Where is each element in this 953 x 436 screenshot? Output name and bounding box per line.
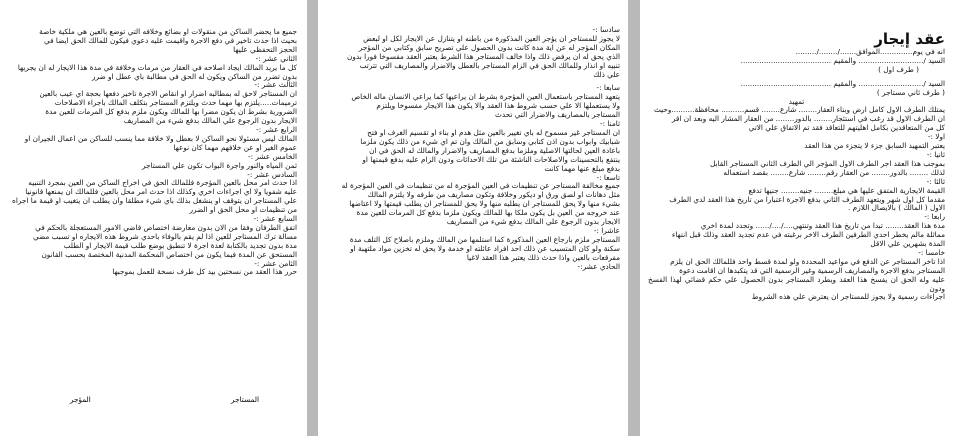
text-line: الاول ( المالك ) بالايصال اللازم . bbox=[848, 203, 945, 213]
clause-heading: الثامن عشر :- bbox=[254, 258, 297, 268]
text-line: اذا تاخر المستاجر عن الدفع في مواعيد المحددة ولو لمدة قسط واحد فللمالك الحق ان يلزم bbox=[670, 256, 945, 266]
text-line: ينتفع بالتحسينات والاصلاحات الناشئة من تلك الاحداثات ودون الزام عليه بدفع قيمتها او bbox=[362, 154, 620, 164]
text-line: حرر هذا العقد من نسختين بيد كل طرف نسخة للعمل بموجبها bbox=[112, 267, 297, 277]
text-line: مفرقعات بالعين واذا حدث ذلك يعتبر هذا العقد لاغيا bbox=[466, 252, 620, 262]
text-line: ترميمات.....يلتزم بها مهما حدث ويلتزم المستاجر بتكلف المالك باجراء الاصلاحات bbox=[54, 98, 297, 108]
text-line: مدة هذا العقد........ تبدا من تاريخ هذا العقد وتنتهي..../..../...... وتجدد لمدة اخري bbox=[700, 221, 945, 231]
contract-page-2 bbox=[318, 0, 628, 436]
clause-heading: الرابع عشر :- bbox=[256, 124, 297, 134]
text-line: تنبيه او انذار وللمالك الحق في الزام المستاجر بالعطل والاضرار والمصاريف التي تترتب bbox=[359, 60, 620, 70]
text-line: كل من المتعاقدين بكامل اهليتهم للتعاقد فقد تم الاتفاق علي الاتي bbox=[748, 123, 945, 133]
text-line: سكنة ولو كان المتسبب عن ذلك احد افراد عائلته او خدمة ولا يحق له تخزين مواد ملتهبة او bbox=[350, 243, 620, 253]
text-line: جميع ما يحضر الساكن من منقولات او بضائع وخلافه التي توضع بالعين هي ملكية خاصة bbox=[39, 27, 297, 36]
clause-heading: اولا :- bbox=[927, 132, 945, 142]
text-line: الذي يحق له ان يرفض ذلك واذا خالف المستاجر هذا الشرط يعتبر العقد مفسوخا فورا بدون bbox=[347, 51, 620, 61]
text-line: اجراءات رسمية ولا يجوز للمستاجر ان يعترض علي هذه الشروط bbox=[751, 292, 945, 302]
text-line: انه في يوم..............الموافق......./......../......... bbox=[795, 47, 945, 56]
text-line: ان المستاجر غير مسموح له باي تغيير بالعين مثل هدم او بناء او تقسيم الغرف او فتح bbox=[367, 127, 620, 137]
text-line: بدون تضرر من الساكن ويكون له الحق في مطالبة باي عطل او ضرر bbox=[91, 71, 297, 81]
text-line: الضرورية بشرط ان يكون مضرا بها للمالك ويكون ملزم بدفع كل المرمات للعين مدة bbox=[45, 107, 297, 117]
text-line: الايجار بدون الرجوع علي المالك بدفع شيء من المصاريف bbox=[123, 116, 297, 126]
landlord-signature-label: المؤجر bbox=[70, 395, 91, 404]
clause-heading: رابعا :- bbox=[924, 212, 945, 222]
text-line: لذلك ........ بالدور........ من العقار رقم........ شارع........ بقصد استعماله bbox=[723, 167, 945, 177]
text-line: مماثلة مالم يخطر احدي الطرفين الطرف الاخر برغبته في عدم تجديد العقد وذلك قبل انتهاء bbox=[671, 230, 945, 240]
text-line: مقدما كل اول شهر ويتعهد الطرف الثاني بدفع الاجرة اعتبارا من تاريخ هذا العقد لدي الطرف bbox=[669, 194, 945, 204]
section-heading: تمهيد bbox=[788, 96, 805, 106]
text-line: الحجز التحفظي عليها bbox=[233, 44, 297, 54]
party-label: ( طرف ثاني مستاجر ) bbox=[876, 87, 945, 97]
text-line: عند خروجه من العين بل يكون ملكا بها للمالك ويكون ملزما بدفع كل المرمات للعين مدة bbox=[356, 208, 620, 218]
text-line: المستحق عن المدة فيما يكون من اختصاص المحكمة المدنية المختصة بحسب القانون bbox=[41, 249, 297, 259]
text-line: المستاجر ملزم بارجاع العين المذكورة كما استلمها من المالك وملزم باصلاح كل التلف مدة bbox=[349, 234, 620, 244]
text-line: شبابيك وابواب بدون اذن كتابي وسابق من المالك وان تم اي شيء من ذلك يكون ملزما bbox=[360, 136, 620, 146]
clause-heading: سادسا :- bbox=[592, 25, 620, 34]
text-line: ان المستاجر لاحق له بمطالبه اضرار او انقاص الاجرة تاخير دفعها بحجة اي عيب بالعين bbox=[39, 89, 297, 99]
text-line: المالك ليس مسئولا نحو الساكن لا بعطل ولا خلافة مما ينسب للساكن من اعمال الجيران او bbox=[24, 133, 297, 143]
clause-heading: الثالث عشر :- bbox=[254, 80, 297, 90]
text-line: اتفق الطرفان وفقا من الان بدون معارضة اختصاص قاضي الامور المستعجلة بالحكم في bbox=[35, 222, 297, 232]
text-line: اذا حدث امر محل بالعين المؤجرة فللمالك الحق في اخراج الساكن من العين بمجرد التنبيه bbox=[28, 178, 297, 188]
text-line: عليه شفويا ولا اي اجراءات اخري وكذلك اذا حدث امر محل بالعين فللمالك ان يمنعها قانونيا bbox=[25, 187, 297, 197]
text-line: عموم الغير او عن خلافهم مهما كان نوعها bbox=[173, 142, 297, 152]
text-line: مثل دهانات او لصق ورق او ديكور وخلافة وتكون مصاريف من طرفه ولا يلتزم المالك bbox=[367, 190, 620, 200]
contract-page-1 bbox=[640, 0, 953, 436]
text-line: الايجار بدون الرجوع علي المالك بدفع شيء من المصاريف bbox=[446, 217, 620, 227]
signature-row bbox=[0, 395, 307, 404]
tenant-signature-label: المستاجر bbox=[231, 395, 259, 404]
clause-heading: الثاني عشر :- bbox=[255, 53, 297, 63]
text-line: السيد /............................ والمقيم ....................................... bbox=[740, 55, 945, 65]
text-line: المستاجر بالمصاريف والاضرار التي تحدث bbox=[494, 110, 620, 120]
text-line: عليه وله الحق ان يفسخ هذا العقد ويطرد المستاجر بدون الحصول علي حكم قضائي لهذا الفسخ ودون bbox=[648, 274, 945, 293]
page-1-body bbox=[648, 30, 945, 302]
text-line: يعتبر التمهيد السابق جزء لا يتجزء من هذا العقد bbox=[804, 141, 945, 151]
text-line: يتعهد المستاجر باستعمال العين المؤجرة بشرط ان يراعيها كما يراعي الانسان ماله الخاص bbox=[351, 92, 620, 102]
text-line: مدة بدون تجديد بالكتابة لعدة اجرة لا تنطبق بوضع طلب قيمة الايجار او الطلب bbox=[63, 240, 297, 250]
clause-heading: الخامس عشر :- bbox=[247, 151, 297, 161]
text-line: كل ما يريد المالك ايجاد اصلاحه في العقار من مرمات وخلافة في مدة هذا الايجار له ان يجريها bbox=[17, 62, 297, 72]
text-line: من تنظيمات او محل الحق او الضرر bbox=[189, 205, 297, 215]
text-line: المستاجر بدفع الاجرة والمصاريف الرسمية وغير الرسمية التي قد يتكبدها ان اقامت دعوة bbox=[679, 265, 945, 275]
text-line: بشيء منها ولا يحق للمستاجر ان يطلبه منها ولا يحق للمستاجر ان يطلب قيمتها ولا اعتاضها bbox=[349, 199, 620, 209]
text-line: جميع مخالفة المستاجر عن تنظيمات في العين المؤجرة له من تنظيمات في العين المؤجرة له bbox=[341, 181, 620, 191]
text-line: السيد /............................ والمقيم ....................................... bbox=[740, 78, 945, 88]
text-line: ثمن المياه والنور واجرة البواب تكون علي المستاجر bbox=[141, 160, 297, 170]
text-line: علي ذلك bbox=[593, 69, 620, 79]
clause-heading: ثامنا :- bbox=[600, 119, 620, 129]
clause-heading: السابع عشر :- bbox=[253, 214, 297, 224]
page-3-body bbox=[4, 28, 297, 277]
text-line: علي المستاجر ان يتوقف او ينشغل بذلك باي شيء مطلقا وان يطلب ان يتغيب او قيمة ما اجراه bbox=[12, 196, 297, 206]
clause-heading: تاسعا :- bbox=[596, 172, 620, 182]
clause-heading: الحادي عشر:- bbox=[577, 261, 620, 271]
text-line: باعادة العين لحالتها الاصلية وملزما بدفع المصاريف والاضرار والمالك له الحق في ان bbox=[369, 145, 620, 155]
text-line: المدة بشهرين علي الاقل bbox=[870, 239, 945, 249]
clause-heading: ثالثا :- bbox=[926, 176, 945, 186]
text-line: بدفع مبلغ عنها مهما كانت bbox=[544, 163, 620, 173]
text-line: المكان المؤجر له عن اية مدة كانت بدون الحصول علي تصريح سابق وكتابي من المؤجر bbox=[358, 42, 620, 52]
text-line: ولا يستعملها الا علي حسب شروط هذا العقد والا يكون هذا الايجار مفسوخا ويلتزم bbox=[376, 101, 620, 111]
party-label: ( طرف اول ) bbox=[878, 64, 919, 74]
text-line: بحيث اذا حدث تاخير في دفع الاجرة واقيمت عليه دعوي فيكون للمالك الحق ايضا في bbox=[44, 35, 297, 45]
contract-title: عقد إيجار bbox=[874, 30, 945, 48]
text-line: بموجب هذا العقد اجر الطرف الاول المؤجر الي الطرف الثاني المستاجر القابل bbox=[710, 158, 945, 168]
page-2-body bbox=[324, 26, 620, 271]
text-line: يمتلك الطرف الاول كامل ارض وبناء العقار........ شارع........ قسم.......... محافظة..........وحيث bbox=[653, 105, 945, 115]
text-line: ان الطرف الاول قد رغب في استئجار........ بالدور........ من العقار المشار اليه وبعد ان اقر bbox=[671, 114, 945, 124]
text-line: لا يجوز للمستاجر ان يؤجر العين المذكورة من باطنه او يتنازل عن الايجار لكل او لبعض bbox=[363, 33, 620, 43]
contract-page-3 bbox=[0, 0, 307, 436]
text-line: القيمة الايجارية المتفق عليها هي مبلغ........ جنيه........ جنيها تدفع bbox=[748, 185, 945, 195]
clause-heading: عاشرا :- bbox=[593, 225, 620, 235]
clause-heading: السادس عشر :- bbox=[247, 169, 297, 179]
clause-heading: سابعا :- bbox=[596, 83, 620, 93]
text-line: مسالة ترك المستاجر للعين اذا لم يقم بالوفاء باحدي شروط هذه الايجاره او تسبب مضي bbox=[32, 231, 297, 241]
clause-heading: خامسا :- bbox=[918, 247, 945, 257]
clause-heading: ثانيا :- bbox=[926, 149, 945, 159]
